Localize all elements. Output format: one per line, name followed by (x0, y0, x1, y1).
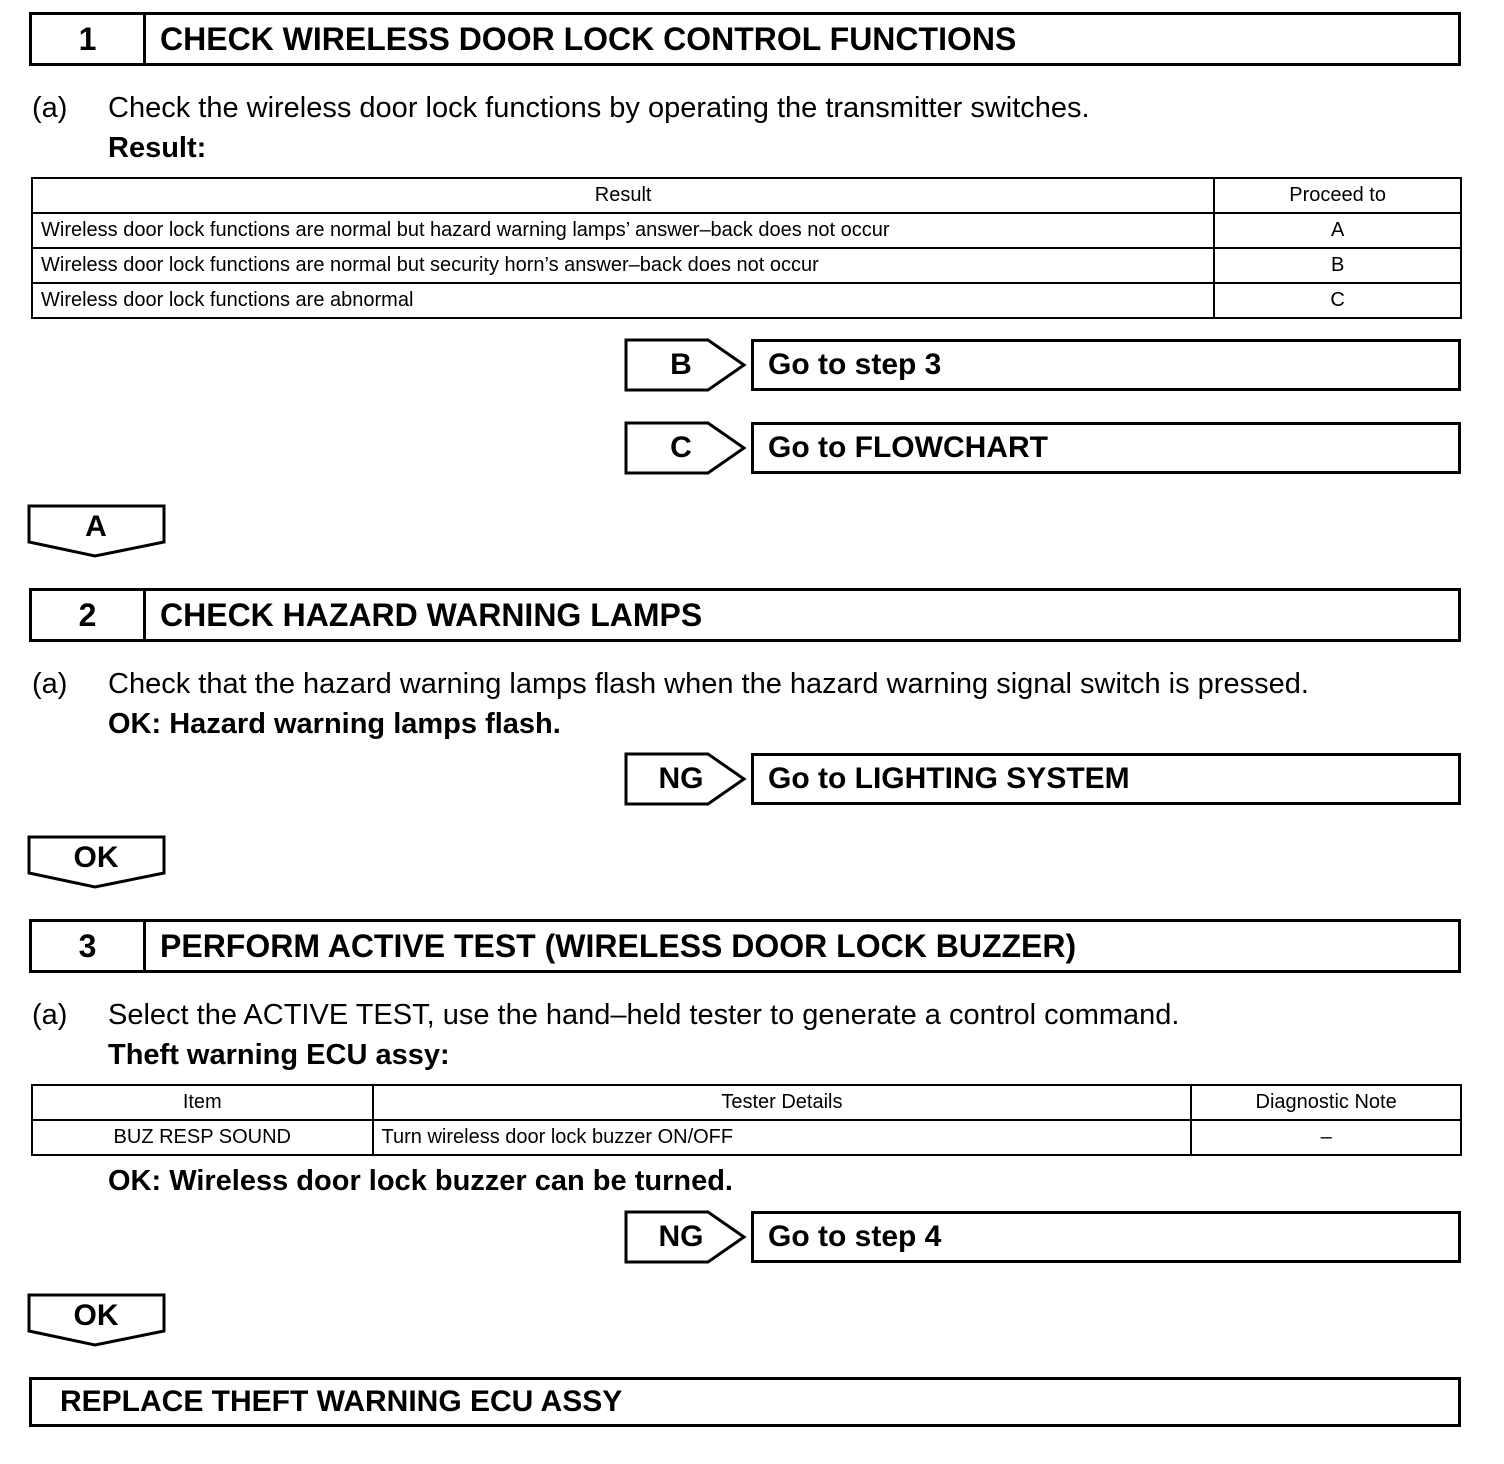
result-heading: Result: (108, 132, 207, 164)
step-number: 1 (32, 15, 146, 63)
table-row (32, 1120, 1461, 1155)
ok-criteria: OK: Wireless door lock buzzer can be turned. (108, 1165, 733, 1197)
table-header-row (32, 178, 1461, 213)
instruction-text: Select the ACTIVE TEST, use the hand–held tester to generate a control command. (108, 999, 1180, 1031)
table-cell: Turn wireless door lock buzzer ON/OFF (373, 1120, 1192, 1155)
item-label: (a) (32, 668, 68, 700)
column-header: Diagnostic Note (1191, 1085, 1461, 1120)
step-title: CHECK WIRELESS DOOR LOCK CONTROL FUNCTIONS (160, 20, 1017, 57)
table-row (32, 213, 1461, 248)
table-heading: Theft warning ECU assy: (108, 1039, 450, 1071)
branch-code: C (670, 431, 692, 464)
ok-criteria: OK: Hazard warning lamps flash. (108, 708, 561, 740)
column-header: Item (32, 1085, 373, 1120)
goto-flowchart-link[interactable]: Go to FLOWCHART (751, 422, 1461, 474)
step-number: 3 (32, 922, 146, 970)
step-1-header (29, 12, 1461, 66)
table-cell: – (1191, 1120, 1461, 1155)
instruction-text: Check that the hazard warning lamps flash when the hazard warning signal switch is pressed. (108, 668, 1309, 700)
goto-step-3-link[interactable]: Go to step 3 (751, 339, 1461, 391)
step-title: CHECK HAZARD WARNING LAMPS (160, 596, 703, 633)
continue-code: A (85, 510, 107, 543)
goto-step-4-link[interactable]: Go to step 4 (751, 1211, 1461, 1263)
item-label: (a) (32, 92, 68, 124)
instruction-text: Check the wireless door lock functions by operating the transmitter switches. (108, 92, 1090, 124)
column-header: Tester Details (373, 1085, 1192, 1120)
item-label: (a) (32, 999, 68, 1031)
table-cell: A (1214, 213, 1461, 248)
continue-code: OK (73, 841, 119, 874)
result-table (31, 177, 1462, 319)
final-action-box: REPLACE THEFT WARNING ECU ASSY (29, 1377, 1461, 1427)
branch-code: NG (658, 1220, 704, 1253)
branch-code: NG (658, 762, 704, 795)
column-header: Result (32, 178, 1214, 213)
step-number: 2 (32, 591, 146, 639)
step-3-header (29, 919, 1461, 973)
table-header-row (32, 1085, 1461, 1120)
table-cell: C (1214, 283, 1461, 318)
continue-code: OK (73, 1299, 119, 1332)
column-header: Proceed to (1214, 178, 1461, 213)
active-test-table (31, 1084, 1462, 1156)
step-title: PERFORM ACTIVE TEST (WIRELESS DOOR LOCK BUZZER) (160, 927, 1077, 964)
table-cell: Wireless door lock functions are normal but security horn’s answer–back does not occur (32, 248, 1214, 283)
table-cell: B (1214, 248, 1461, 283)
branch-code: B (670, 348, 692, 381)
table-row (32, 248, 1461, 283)
table-cell: Wireless door lock functions are abnormal (32, 283, 1214, 318)
goto-lighting-system-link[interactable]: Go to LIGHTING SYSTEM (751, 753, 1461, 805)
table-row (32, 283, 1461, 318)
table-cell: BUZ RESP SOUND (32, 1120, 373, 1155)
step-2-header (29, 588, 1461, 642)
table-cell: Wireless door lock functions are normal but hazard warning lamps’ answer–back does not occur (32, 213, 1214, 248)
